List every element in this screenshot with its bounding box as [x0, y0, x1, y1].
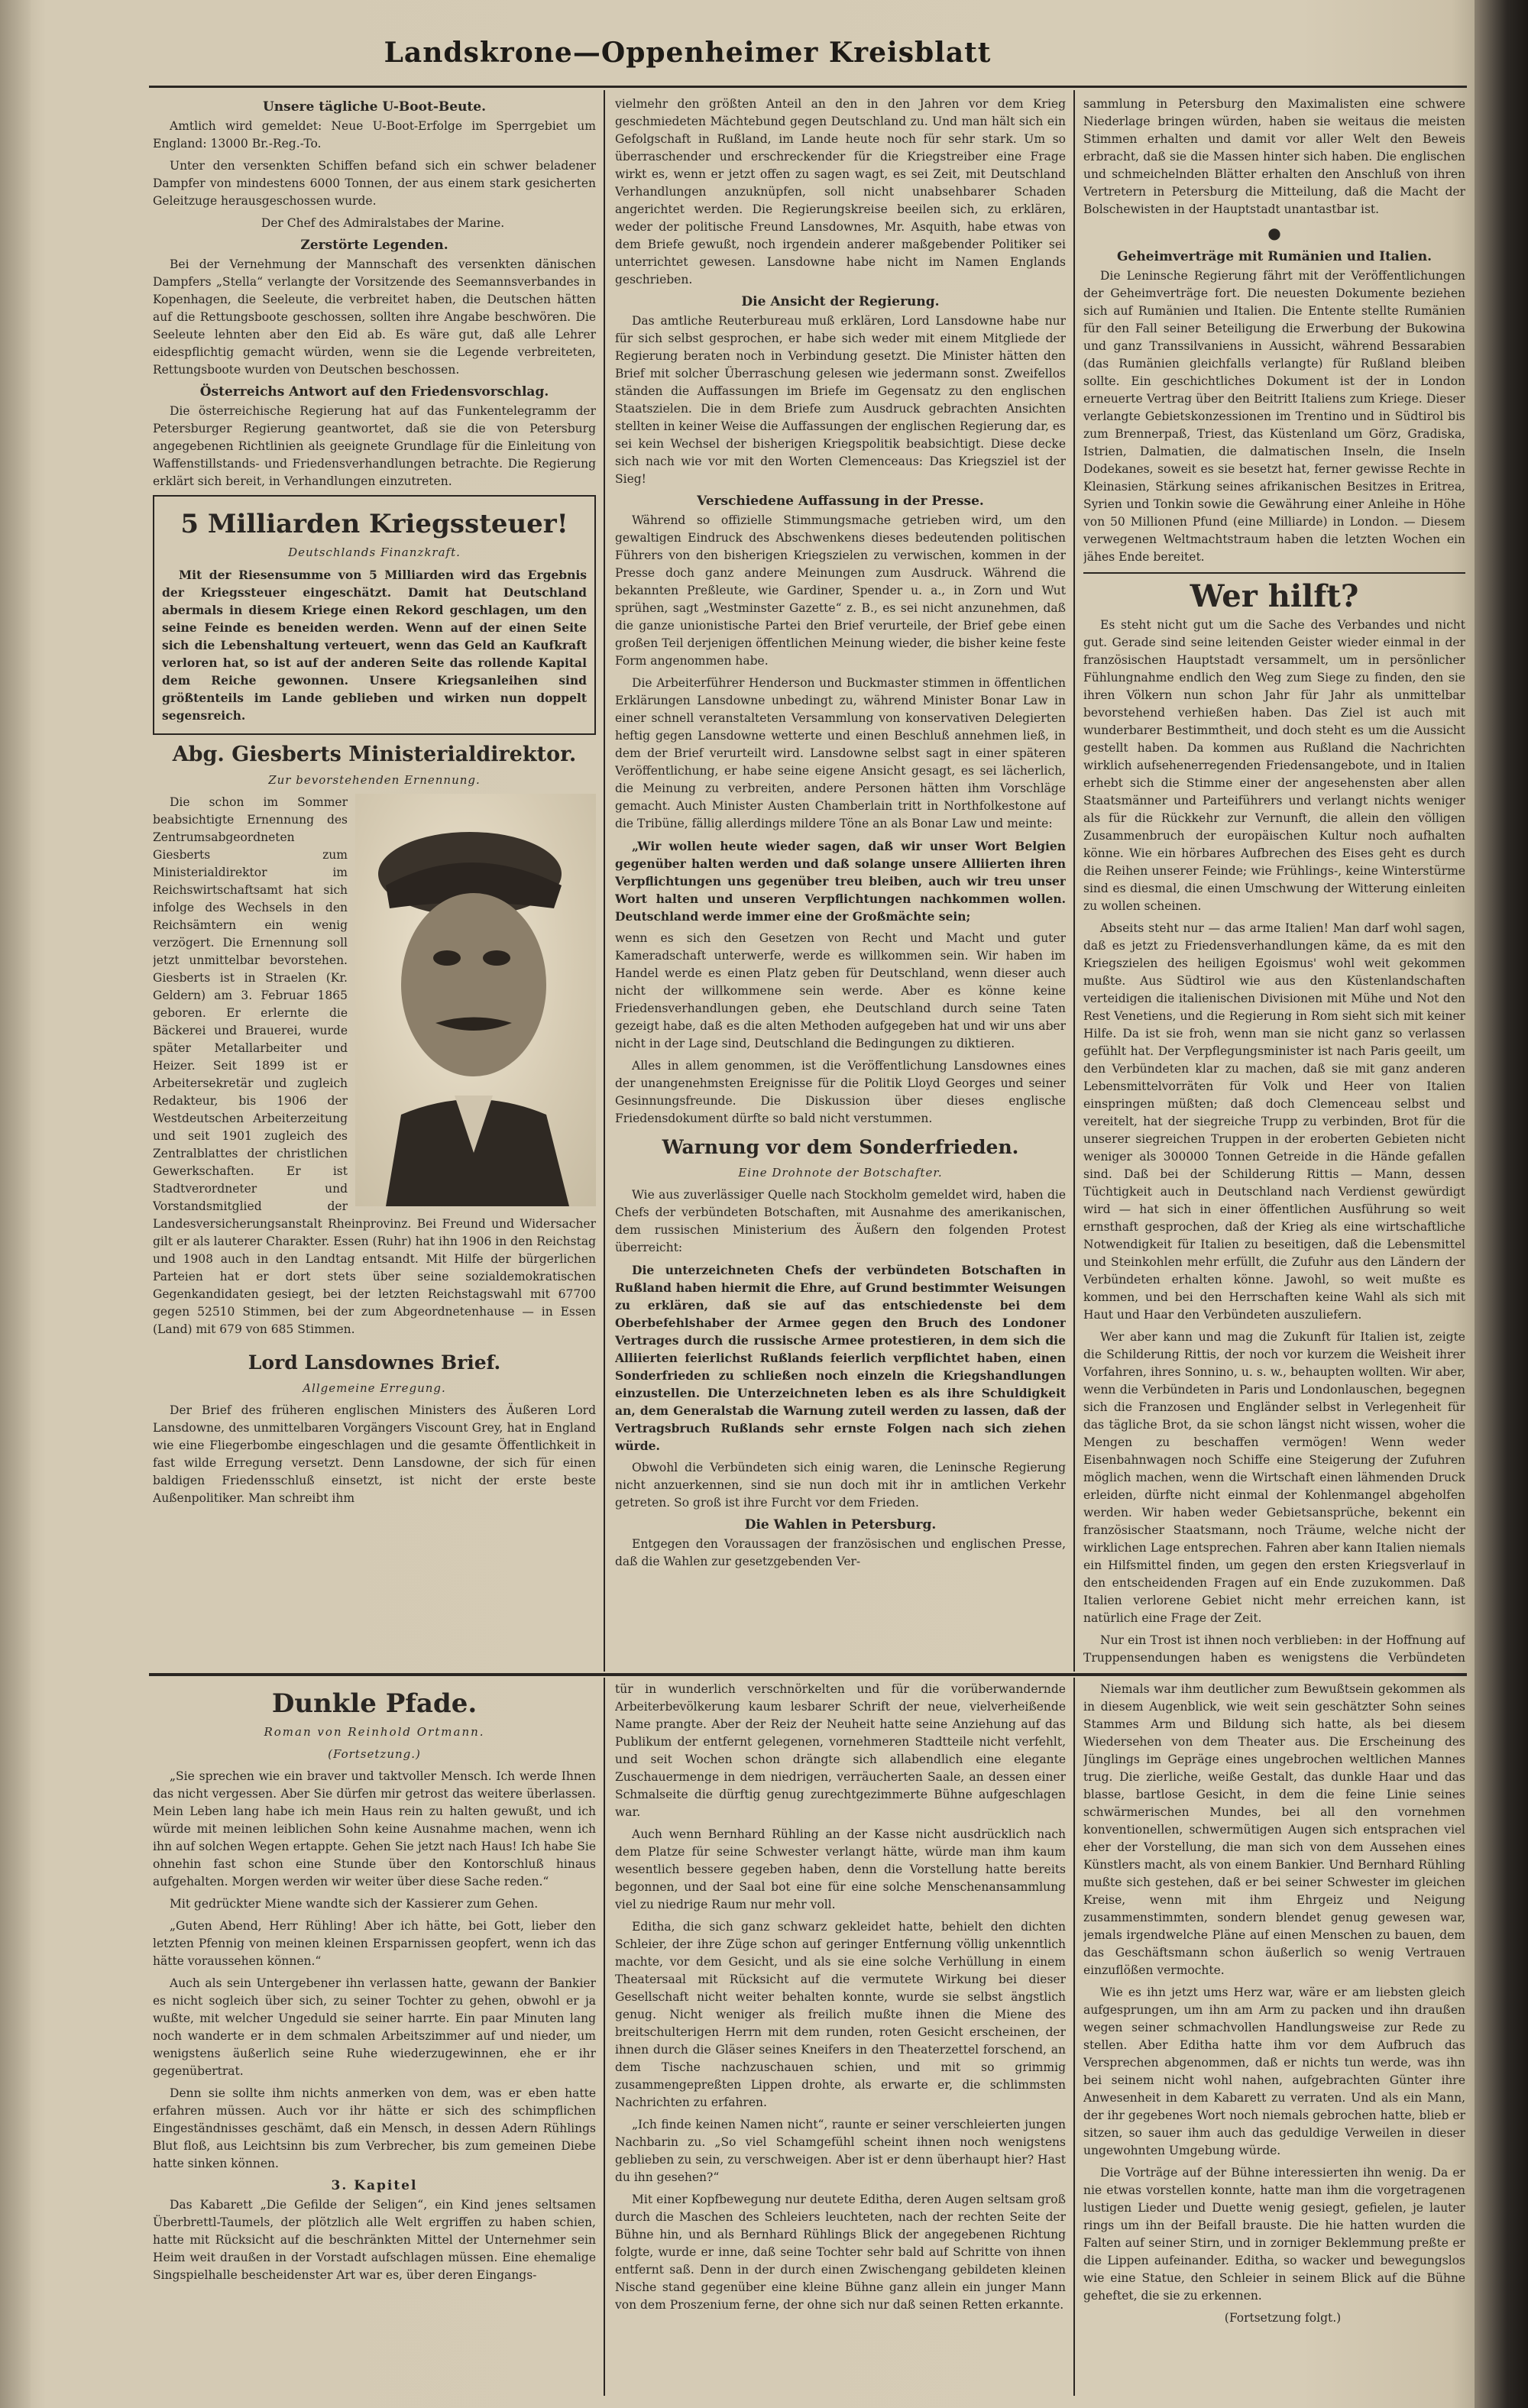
article-legenden-p1: Bei der Vernehmung der Mannschaft des versenkten dänischen Dampfers „Stella“ verlangte der Vorsitzende des Seemannsverbandes in Kopenhagen, die Seeleute, die verbreitet haben, die Deutschen hätten auf die Rettungsboote geschossen, sollten ihre Angabe beschwören. Die Seeleute lehnten aber den Eid ab. Es wäre gut, daß alle Lehrer eidespflichtig gemacht würden, wenn sie die Legende verbreiteten, Rettungsboote wurden von Deutschen beschossen.: [153, 257, 596, 377]
article-regierung-p1: Das amtliche Reuterbureau muß erklären, Lord Lansdowne habe nur für sich selbst gesprochen, er habe sich weder mit einem Mitgliede der Regierung beraten noch in Verbindung gesetzt. Die Minister hätten den Brief mit solcher Überraschung gelesen wie jedermann sonst. Zweifellos ständen die Auffassungen im Briefe im Gegensatz zu den englischen Staatszielen. Die in dem Briefe zum Ausdruck gebrachten Ansichten stellten in keiner Weise die Auffassungen der englischen Regierung dar, es sei kein Wechsel der bisherigen Kriegspolitik beabsichtigt. Diese decke sich nach wie vor mit den Worten Clemenceaus: Das Kriegsziel ist der Sieg!: [615, 314, 1066, 486]
article-presse-p1: Während so offizielle Stimmungsmache getrieben wird, um den gewaltigen Eindruck des Abschwenkens dieses bedeutenden politischen Führers von den bisherigen Kriegszielen zu verwischen, kommen in der Presse doch ganz andere Meinungen zum Ausdruck. Während die bekannten Preßleute, wie Gardiner, Spender u. a., in Zorn und Wut sprühen, sagt „Westminster Gazette“ z. B., es sei nicht anzunehmen, daß die ganze unionistische Partei den Brief verurteile, der Brief gebe einen großen Teil derjenigen öffentlichen Meinung wieder, die bisher keine feste Form angenommen habe.: [615, 513, 1066, 668]
article-giesberts-title: Abg. Giesberts Ministerialdirektor.: [172, 743, 577, 766]
article-presse-p4: Alles in allem genommen, ist die Veröffentlichung Lansdownes eines der unangenehmsten Ereignisse für die Politik Lloyd Georges und seiner Gesinnungsfreunde. Die Diskussion über dieses englische Friedensdokument dürfte so bald nicht verstummen.: [615, 1059, 1066, 1125]
feuilleton-column-rule-2: [1073, 1678, 1075, 2396]
header-rule: [149, 86, 1467, 88]
masthead: [153, 37, 1222, 83]
article-sonderfrieden-p2: Die unterzeichneten Chefs der verbündeten Botschaften in Rußland haben hiermit die Ehre, auf Grund bestimmter Weisungen zu erklären, daß sie auf das entschiedenste bei dem Oberbefehlshaber der Armee gegen den Bruch des Londoner Vertrages durch die russische Armee protestieren, in dem sich die Alliierten feierlichst Rußlands feierlich verpflichtet haben, einen Sonderfrieden zu schließen noch einzeln die Kriegshandlungen einzustellen. Die Unterzeichneten leben es als ihre Schuldigkeit an, dem Generalstab die Warnung zuteil werden zu lassen, daß der Vertragsbruch Rußlands sehr ernste Folgen nach sich ziehen würde.: [615, 1263, 1066, 1453]
portrait-giesberts: [355, 794, 596, 1206]
article-presse-quote: „Wir wollen heute wieder sagen, daß wir unser Wort Belgien gegenüber halten werden und daß solange unsere Alliierten ihren Verpflichtungen uns gegenüber treu bleiben, auch wir treu unser Wort halten und unseren Verpflichtungen nachkommen wollen. Deutschland werde immer eine der Großmächte sein;: [615, 839, 1066, 924]
feuilleton-column-1: [153, 1681, 596, 2391]
article-presse-title: Verschiedene Auffassung in der Presse.: [697, 494, 984, 509]
feuilleton-chapter: 3. Kapitel: [331, 2178, 418, 2193]
article-sonderfrieden-p3: Obwohl die Verbündeten sich einig waren, die Leninsche Regierung nicht anzuerkennen, sind sie nun doch mit ihr in amtlichen Verkehr getreten. So groß ist ihre Furcht vor dem Frieden.: [615, 1461, 1066, 1510]
article-werhilft-p2: Abseits steht nur — das arme Italien! Man darf wohl sagen, daß es jetzt zu Friedensverhandlungen käme, da es mit den Kriegszielen des heiligen Egoismus' wohl weit gekommen mußte. Aus Südtirol wie aus den Küstenlandschaften verteidigen die italienischen Divisionen mit Mühe und Not den Rest Venetiens, und die Regierung in Rom sieht sich mit keiner Hilfe. Da ist sie froh, wenn man sie nicht ganz so verlassen gefühlt hat. Der Verpflegungsminister ist nach Paris geeilt, um den Verbündeten klar zu machen, daß sie mit ganz anderen Lebensmittelvorräten für Volk und Heer von Italien einspringen müßten; daß doch Clemenceau selbst und vereitelt, hat der siegreiche Trupp zu verbinden, Brot für die unserer siegreichen Truppen in der eroberten Gebieten nicht weniger als 300000 Tonnen Getreide in die Hände gefallen sind. Daß bei der Schilderung Rittis — Mann, dessen Tüchtigkeit auch in Deutschland nach Verdienst gewürdigt wird — hat sich in einer öffentlichen Ausführung so weit ernsthaft gesprochen, daß der Krieg als eine wirtschaftliche Notwendigkeit für Italien zu beseitigen, daß die Lebensmittel und Steinkohlen mehr erfüllt, die Zufuhr aus den Ländern der Verbündeten erhalten könne. Jawohl, so weit mußte es kommen, und bei den Herrschaften keine Wahl als sich mit Haut und Haar den Verbündeten auszuliefern.: [1083, 921, 1465, 1322]
article-wahlen-title: Die Wahlen in Petersburg.: [744, 1517, 937, 1533]
article-oesterreich-p1: Die österreichische Regierung hat auf das Funkentelegramm der Petersburger Regierung geantwortet, daß sie die von Petersburg angegebenen Richtlinien als geeignete Grundlage für die Einleitung von Waffenstillstands- und Friedensverhandlungen betrachte. Die Regierung erklärt sich bereit, in Verhandlungen einzutreten.: [153, 404, 596, 488]
masthead-title: Landskrone—Oppenheimer Kreisblatt: [384, 37, 992, 69]
feuilleton-p3: „Guten Abend, Herr Rühling! Aber ich hätte, bei Gott, lieber den letzten Pfennig von meinen kleinen Ersparnissen geopfert, wenn ich das hätte voraussehen können.“: [153, 1919, 596, 1968]
article-kriegssteuer-p1: Mit der Riesensumme von 5 Milliarden wird das Ergebnis der Kriegssteuer eingeschätzt. Damit hat Deutschland abermals in diesem Kriege einen Rekord geschlagen, um den seine Feinde es beneiden werden. Wenn auf der einen Seite sich die Lebenshaltung verteuert, wenn das Geld an Kaufkraft verloren hat, so ist auf der anderen Seite das rollende Kapital dem Reiche gewonnen. Unsere Kriegsanleihen sind größtenteils im Lande geblieben und wirken nun doppelt segensreich.: [162, 568, 587, 723]
article-werhilft-p3: Wer aber kann und mag die Zukunft für Italien ist, zeigte die Schilderung Rittis, der noch vor kurzem die Weisheit ihrer Vorfahren, ihres Sonnino, u. s. w., behaupten wollten. Wir aber, wenn die Verbündeten in Paris und Londonlauschen, begegnen sich die Franzosen und Engländer selbst in Verlegenheit für das tägliche Brot, da sie schon längst nicht wissen, woher die Mengen zu beschaffen vermögen! Wenn weder Eisenbahnwagen noch Schiffe eine Steigerung der Zufuhren möglich machen, wenn die Wirtschaft einen lähmenden Druck erleiden, dürfte nicht einmal der Kohlenmangel abgeholfen werden. Wir haben weder Gebietsansprüche, bekennt ein französischer Staatsmann, noch Träume, welche nicht der wirklichen Lage entsprechen. Fahren aber kann Italien niemals ein Hilfsmittel finden, um gegen den ersten Kriegsverlauf in den entscheidenden Fragen auf ein Ende zuzukommen. Daß Italien verlorene Gebiet nicht mehr erreichen kann, ist natürlich eine Frage der Zeit.: [1083, 1330, 1465, 1625]
section-bullet: ●: [1267, 224, 1281, 242]
feuilleton2-p1: tür in wunderlich verschnörkelten und für die vorüberwandernde Arbeiterbevölkerung kaum lesbarer Schrift der neue, vielverheißende Name prangte. Aber der Reiz der Neuheit hatte seine Anziehung auf das Publikum der entfernt gelegenen, vornehmeren Stadtteile nicht verfehlt, und seit Wochen schon drängte sich allabendlich eine elegante Zuschauermenge in dem niedrigen, verräucherten Saale, an dessen einer Schmalseite die dürftig genug zurechtgezimmerte Bühne aufgeschlagen war.: [615, 1682, 1066, 1819]
page-edge-shadow: [1475, 0, 1528, 2408]
feuilleton3-end: (Fortsetzung folgt.): [1224, 2311, 1342, 2325]
article-werhilft-p4: Nur ein Trost ist ihnen noch verblieben: in der Hoffnung auf Truppensendungen haben es wenigstens die Verbündeten: [1083, 1633, 1465, 1665]
article-oesterreich-title: Österreichs Antwort auf den Friedensvorschlag.: [199, 384, 549, 400]
feuilleton-p1: „Sie sprechen wie ein braver und taktvoller Mensch. Ich werde Ihnen das nicht vergessen. Aber Sie dürfen mir getrost das weitere überlassen. Mein Leben lang habe ich mein Haus rein zu halten gewußt, und ich würde mit meinen leiblichen Sohn keine Ausnahme machen, wenn ich ihn auf solchen Wegen ertappte. Gehen Sie jetzt nach Haus! Ich habe Sie ohnehin fast schon eine Stunde über den Kontorschluß hinaus aufgehalten. Morgen werden wir weiter über diese Sache reden.“: [153, 1769, 596, 1889]
feuilleton2-p2: Auch wenn Bernhard Rühling an der Kasse nicht ausdrücklich nach dem Platze für seine Schwester verlangt hätte, würde man ihm kaum wesentlich bessere gegeben haben, denn die Vorstellung hatte bereits begonnen, und der Saal bot eine für eine solche Menschenansammlung viel zu niedrige Raum nur mehr voll.: [615, 1827, 1066, 1911]
article-geheimvertraege-p1: Die Leninsche Regierung fährt mit der Veröffentlichungen der Geheimverträge fort. Die neuesten Dokumente beziehen sich auf Rumänien und Italien. Die Entente stellte Rumänien für den Fall seiner Beteiligung die Erwerbung der Bukowina und ganz Transsilvaniens in Aussicht, während Bessarabien (das Rumänien gleichfalls verlangte) für Rußland bleiben sollte. Ein geschichtliches Dokument ist der in London erneuerte Vertrag über den Beitritt Italiens zum Kriege. Dieser verlangte Gebietskonzessionen im Trentino und in Südtirol bis zum Brennerpaß, Triest, das Küstenland um Görz, Gradiska, Istrien, Dalmatien, die dalmatischen Inseln, die Inseln Dodekanes, soweit es sie besetzt hat, ferner gewisse Rechte in Kleinasien, Stärkung seines afrikanischen Besitzes in Eritrea, Syrien und Tonkin sowie die Gewährung einer Anleihe in Höhe von 50 Millionen Pfund (eine Milliarde) in London. — Diesem verwegenen Weltmachtstraum haben die letzten Wochen ein jähes Ende bereitet.: [1083, 269, 1465, 564]
article-lansdowne-subtitle: Allgemeine Erregung.: [303, 1381, 446, 1395]
column-2: [615, 95, 1066, 1669]
feuilleton-p5: Denn sie sollte ihm nichts anmerken von dem, was er eben hatte erfahren müssen. Auch vor ihr hätte er sich des schimpflichen Eingeständnisses geschämt, daß ein Mensch, in dessen Adern Rühlings Blut floß, aus Leichtsinn bis zum Verbrecher, bis zum gemeinen Diebe hatte sinken können.: [153, 2086, 596, 2170]
article-werhilft-title: Wer hilft?: [1190, 578, 1359, 614]
kriegssteuer-box: [153, 495, 596, 735]
column-rule-2: [1073, 90, 1075, 1672]
article-werhilft-p1: Es steht nicht gut um die Sache des Verbandes und nicht gut. Gerade sind seine leitenden Geister wieder einmal in der französischen Hauptstadt versammelt, um in persönlicher Fühlungnahme endlich den Weg zum Siege zu finden, den sie ihren Völkern nun schon Jahr für Jahr als unmittelbar bevorstehend verhießen haben. Das Ziel ist auch mit wunderbarer Bestimmtheit, und doch steht es um die Aussicht gestellt haben. Da kommen aus Rußland die Nachrichten wirklich aufsehenerregenden Friedensangebote, und in Italien erhebt sich die Stimme einer der angesehensten aber allen Staatsmänner und Parteiführers und verlangt nichts weniger als für die Rückkehr zur Vernunft, die allein den völligen Zusammenbruch der europäischen Kultur noch aufhalten könne. Wie ein hörbares Aufbrechen des Eises geht es durch die Reihen unserer Feinde; wie Frühlings-, keine Winterstürme sind es diesmal, die einen Umschwung der Witterung einleiten zu wollen scheinen.: [1083, 618, 1465, 913]
feuilleton3-p1: Niemals war ihm deutlicher zum Bewußtsein gekommen als in diesem Augenblick, wie weit sein geschätzter Sohn seines Stammes Arm und Bildung sich hatte, als bei diesem Wiedersehen von dem Theater aus. Die Erscheinung des Jünglings im Gepräge eines ungebrochen weltlichen Mannes trug. Die zierliche, weiße Gestalt, das dunkle Haar und das blasse, bartlose Gesicht, in dem die feine Linie seines schwärmerischen Mundes, bei all den vornehmen konventionellen, schwermütigen Augen sich entsprachen viel eher der Vorstellung, die man sich von dem Aussehen eines Künstlers macht, als von einem Bankier. Und Bernhard Rühling mußte sich gestehen, daß er bei seiner Schwester im gleichen Kreise, wenn mit ihm Ehrgeiz und Neigung zusammenstimmten, sondern blendet genug gewesen war, jemals irgendwelche Pläne auf einen Menschen zu bauen, dem das Geschäftsmann schon äußerlich so wenig Vertrauen einzuflößen vermochte.: [1083, 1682, 1465, 1977]
feuilleton-title: Dunkle Pfade.: [271, 1688, 478, 1719]
werhilft-rule: [1083, 572, 1465, 574]
lansdowne-continued: vielmehr den größten Anteil an den in den Jahren vor dem Krieg geschmiedeten Mächtebund gegen Deutschland zu. Und man hält sich ein Gefolgschaft in Rußland, im Lande heute noch für sehr stark. Um so überraschender und erschreckender für die Kriegstreiber eine Frage wirkt es, wenn er jetzt offen zu sagen wagt, es sei Zeit, mit Deutschland Verhandlungen anzuknüpfen, soll nicht unabsehbarer Schaden angerichtet werden. Die Regierungskreise beeilen sich, zu erklären, weder der politische Freund Lansdownes, Mr. Asquith, habe etwas von dem Briefe gewußt, noch irgendein anderer maßgebender Politiker sei unterrichtet gewesen. Lansdowne habe nicht im Namen Englands geschrieben.: [615, 97, 1066, 286]
feuilleton-column-rule-1: [604, 1678, 605, 2396]
article-regierung-title: Die Ansicht der Regierung.: [741, 294, 940, 309]
portrait-illustration: [355, 794, 596, 1206]
wahlen-continued: sammlung in Petersburg den Maximalisten eine schwere Niederlage bringen würden, haben sie weitaus die meisten Stimmen erhalten und damit vor aller Welt den Beweis erbracht, daß sie die Massen hinter sich haben. Die englischen und schmeichelnden Blätter erhalten den Anschluß von ihren Vertretern in Petersburg die Mitteilung, daß die Macht der Bolschewisten in der Hauptstadt unantastbar ist.: [1083, 97, 1465, 216]
article-lansdowne-p1: Der Brief des früheren englischen Ministers des Äußeren Lord Lansdowne, des unmittelbaren Vorgängers Viscount Grey, hat in England wie eine Fliegerbombe eingeschlagen und die gesamte Öffentlichkeit in fast wilde Erregung versetzt. Denn Lansdowne, der sich für einen baldigen Friedensschluß einsetzt, ist nicht der erste beste Außenpolitiker. Man schreibt ihm: [153, 1403, 596, 1505]
article-uboot-p2: Unter den versenkten Schiffen befand sich ein schwer beladener Dampfer von mindestens 6000 Tonnen, der aus einem stark gesicherten Geleitzuge herausgeschossen wurde.: [153, 159, 596, 208]
column-3: [1083, 95, 1465, 1669]
article-sonderfrieden-p1: Wie aus zuverlässiger Quelle nach Stockholm gemeldet wird, haben die Chefs der verbündeten Botschaften, mit Ausnahme des amerikanischen, dem russischen Ministerium des Äußern den folgenden Protest überreicht:: [615, 1188, 1066, 1254]
feuilleton2-p4: „Ich finde keinen Namen nicht“, raunte er seiner verschleierten jungen Nachbarin zu. „So viel Schamgefühl scheint ihnen noch wenigstens geblieben zu sein, zu verschweigen. Aber ist er denn überhaupt hier? Hast du ihn gesehen?“: [615, 2118, 1066, 2184]
article-wahlen-p1: Entgegen den Voraussagen der französischen und englischen Presse, daß die Wahlen zur gesetzgebenden Ver-: [615, 1537, 1066, 1568]
article-giesberts-subtitle: Zur bevorstehenden Ernennung.: [268, 773, 481, 787]
article-sonderfrieden-subtitle: Eine Drohnote der Botschafter.: [738, 1166, 943, 1180]
article-uboot-p1: Amtlich wird gemeldet: Neue U-Boot-Erfolge im Sperrgebiet um England: 13000 Br.-Reg.-To.: [153, 119, 596, 150]
feuilleton-p4: Auch als sein Untergebener ihn verlassen hatte, gewann der Bankier es nicht sogleich über sich, zu seiner Tochter zu gehen, obwohl er ja wußte, mit welcher Ungeduld sie seiner harrte. Ein paar Minuten lang noch wanderte er in dem schmalen Arbeitszimmer auf und nieder, um wenigstens äußerlich seine Ruhe wiederzugewinnen, ehe er ihr gegenübertrat.: [153, 1976, 596, 2078]
article-legenden-title: Zerstörte Legenden.: [300, 238, 448, 253]
feuilleton-p2: Mit gedrückter Miene wandte sich der Kassierer zum Gehen.: [170, 1897, 539, 1911]
article-sonderfrieden-title: Warnung vor dem Sonderfrieden.: [662, 1136, 1019, 1158]
column-1: [153, 95, 596, 1669]
article-uboot-signature: Der Chef des Admiralstabes der Marine.: [261, 216, 505, 230]
feuilleton3-p2: Wie es ihn jetzt ums Herz war, wäre er am liebsten gleich aufgesprungen, um ihn am Arm zu packen und ihn draußen wegen seiner schmachvollen Handlungsweise zur Rede zu stellen. Aber Editha hatte ihm vor dem Aufbruch das Versprechen abgenommen, daß er nichts tun werde, was ihn bei seinem nicht wohl nahen, aufgebrachten Günter ihre Anwesenheit in dem Kabarett zu verraten. Und als ein Mann, der ihr gegebenes Wort noch niemals gebrochen hatte, blieb er sitzen, so sauer ihm auch das geduldige Verweilen in dieser ungewohnten Umgebung würde.: [1083, 1986, 1465, 2157]
article-presse-p2: Die Arbeiterführer Henderson und Buckmaster stimmen in öffentlichen Erklärungen Lansdowne unbedingt zu, während Minister Bonar Law in einer schnell veranstalteten Versammlung von konservativen Delegierten heftig gegen Lansdowne wetterte und einen Beschluß annehmen ließ, in dem der Brief verurteilt wird. Lansdowne selbst sagt in einer späteren Veröffentlichung, er habe seine eigene Ansicht gesagt, es sei lächerlich, die Meinung zu verbreiten, andere Personen hätten ihm Vorschläge gemacht. Auch Minister Austen Chamberlain tritt in Northfolkestone auf die Tribüne, fällig allerdings mildere Töne an als Bonar Law und meinte:: [615, 676, 1066, 830]
column-rule-1: [604, 90, 605, 1672]
article-presse-p3: wenn es sich den Gesetzen von Recht und Macht und guter Kameradschaft unterwerfe, werde es willkommen sein. Wir haben im Handel werde es einen Platz geben für Deutschland, wenn dieser auch nicht der willkommene sein werde. Aber es könne keine Friedensverhandlungen geben, ehe Deutschland durch seine Taten gezeigt habe, daß es die alten Methoden aufgegeben hat und wir uns aber nicht in der Lage sind, Deutschland die Bedingungen zu diktieren.: [615, 931, 1066, 1050]
feuilleton-p6: Das Kabarett „Die Gefilde der Seligen“, ein Kind jenes seltsamen Überbrettl-Taumels, der plötzlich alle Welt ergriffen zu haben schien, hatte mit Rücksicht auf die beschränkten Mittel der Unternehmer sein Heim weit draußen in der Vorstadt aufschlagen müssen. Eine ehemalige Singspielhalle bescheidenster Art war es, über deren Eingangs-: [153, 2198, 596, 2282]
feuilleton2-p5: Mit einer Kopfbewegung nur deutete Editha, deren Augen seltsam groß durch die Maschen des Schleiers leuchteten, nach der rechten Seite der Bühne hin, und als Bernhard Rühlings Blick der angegebenen Richtung folgte, wurde er inne, daß seine Tochter sehr bald auf Schritte von ihnen entfernt saß. Denn in der durch einen Zwischengang gebildeten kleinen Nische stand gegenüber eine kleine Bühne ganz allein ein junger Mann von dem Proszenium ferne, der ohne sich nur daß seinen Retten erkannte.: [615, 2193, 1066, 2312]
article-geheimvertraege-title: Geheimverträge mit Rumänien und Italien.: [1116, 249, 1432, 264]
feuilleton-column-3: [1083, 1681, 1465, 2391]
article-kriegssteuer-title: 5 Milliarden Kriegssteuer!: [180, 509, 568, 539]
feuilleton3-p3: Die Vorträge auf der Bühne interessierten ihn wenig. Da er nie etwas vorstellen konnte, hatte man ihm die vorgetragenen lustigen Lieder und Duette wenig gesiegt, gefielen, je lauter rings um ihn der Beifall brauste. Die hie hatten wurden die Falten auf seiner Stirn, und in zorniger Beklemmung preßte er die Lippen aufeinander. Editha, so wacker und bewegungslos wie eine Statue, den Schleier in seinem Blick auf die Bühne geheftet, die sie zu erkennen.: [1083, 2166, 1465, 2303]
binding-margin: [0, 0, 31, 2408]
feuilleton-rule: [149, 1673, 1467, 1676]
feuilleton-author: Roman von Reinhold Ortmann.: [264, 1725, 485, 1739]
feuilleton-column-2: [615, 1681, 1066, 2391]
article-giesberts-p1: Die schon im Sommer beabsichtigte Ernennung des Zentrumsabgeordneten Giesberts zum Ministerialdirektor im Reichswirtschaftsamt hat sich infolge des Wechsels in den Reichsämtern ein wenig verzögert. Die Ernennung soll jetzt unmittelbar bevorstehen. Giesberts ist in Straelen (Kr. Geldern) am 3. Februar 1865 geboren. Er erlernte die Bäckerei und Brauerei, wurde später Metallarbeiter und Heizer. Seit 1899 ist er Arbeitersekretär und zugleich Redakteur, bis 1906 der Westdeutschen Arbeiterzeitung und seit 1901 zugleich des Zentralblattes der christlichen Gewerkschaften. Er ist Stadtverordneter und Vorstandsmitglied der Landesversicherungsanstalt Rheinprovinz. Bei Freund und Widersacher gilt er als lauterer Charakter. Essen (Ruhr) hat ihn 1906 in den Reichstag und 1908 auch in den Landtag entsandt. Mit Hilfe der bürgerlichen Parteien hat er dort stets über seine sozialdemokratischen Gegenkandidaten gesiegt, bei der letzten Reichstagswahl mit 67700 gegen 52510 Stimmen, bei der zum Abgeordnetenhause — in Essen (Land) mit 679 von 685 Stimmen.: [153, 795, 596, 1336]
article-uboot-title: Unsere tägliche U-Boot-Beute.: [262, 99, 487, 115]
article-kriegssteuer-subtitle: Deutschlands Finanzkraft.: [288, 545, 461, 559]
feuilleton2-p3: Editha, die sich ganz schwarz gekleidet hatte, behielt den dichten Schleier, der ihre Züge schon auf geringer Entfernung völlig unkenntlich machte, vor dem Gesicht, und als sie eine solche Verhüllung in einem Theatersaal mit Rücksicht auf die vermutete Wirkung bei dieser Gesellschaft nicht weiter behalten konnte, wurde sie selbst ängstlich genug. Nicht weniger als freilich mußte ihnen die Miene des breitschulterigen Herrn mit dem runden, roten Gesicht erscheinen, der ihnen durch die Gläser seines Kneifers in den Theaterzettel forschend, an dem Tische nachzuschauen schien, und mit so grimmig zusammengepreßten Lippen drohte, als erwarte er, die schlimmsten Nachrichten zu erfahren.: [615, 1920, 1066, 2109]
feuilleton-continuation: (Fortsetzung.): [328, 1747, 421, 1761]
article-lansdowne-title: Lord Lansdownes Brief.: [248, 1351, 501, 1374]
